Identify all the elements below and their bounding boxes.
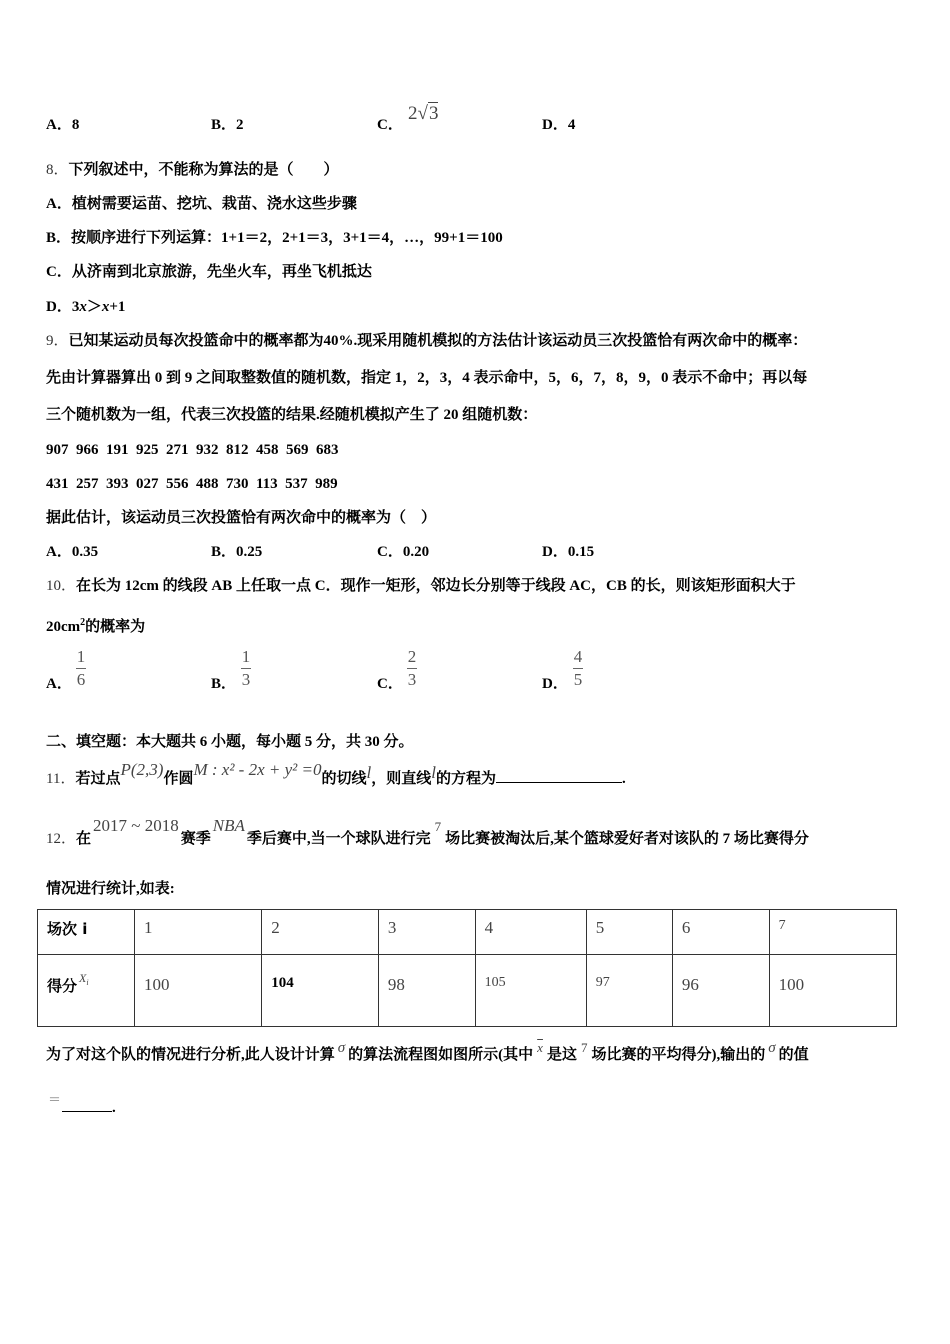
option-label: C．	[46, 264, 72, 280]
table-cell: 4	[475, 910, 586, 955]
section-heading: 二、填空题：本大题共 6 小题，每小题 5 分，共 30 分。	[46, 734, 414, 750]
question-text: 是这	[546, 1047, 577, 1063]
table-cell: 1	[135, 910, 262, 955]
option-value: 0.15	[567, 544, 595, 560]
question-text: 的概率为	[85, 619, 146, 635]
sqrt-coef: 2	[408, 103, 418, 124]
fraction-bar	[573, 668, 583, 669]
question-text: 在	[76, 831, 92, 847]
math-var: x	[79, 299, 87, 315]
q10-line2	[46, 613, 145, 637]
option-label: B．	[46, 230, 72, 246]
fraction-bar	[241, 668, 251, 669]
math-xbar: $\overline{x}$	[537, 1040, 543, 1055]
option-text: ＞	[86, 299, 102, 315]
option-value: 0.20	[402, 544, 430, 560]
denominator: 6	[76, 670, 86, 689]
math-point: P(2,3)	[120, 760, 164, 779]
question-text: 下列叙述中，不能称为算法的是（ ）	[68, 162, 339, 178]
q9-option-a	[46, 542, 98, 562]
q12-answer-line	[62, 1098, 116, 1118]
q8-option-a	[46, 194, 357, 214]
math-var: X	[79, 971, 87, 985]
option-label: D．	[542, 117, 568, 133]
q10-option-d-fraction	[573, 648, 583, 689]
question-text: 为了对这个队的情况进行分析,此人设计计算	[46, 1047, 335, 1063]
question-text: 场比赛的平均得分),输出的	[591, 1047, 766, 1063]
question-text: 20cm	[46, 619, 81, 635]
subscript: i	[86, 978, 89, 988]
q9-line3: 三个随机数为一组，代表三次投篮的结果.经随机模拟产生了 20 组随机数：	[46, 407, 538, 423]
table-header-cell	[38, 955, 135, 1027]
table-cell: 98	[378, 955, 475, 1027]
q7-option-a	[46, 115, 79, 135]
q7-option-b	[211, 115, 244, 135]
score-table	[37, 909, 897, 1027]
denominator: 3	[241, 670, 251, 689]
table-cell: 105	[475, 955, 586, 1027]
math-league: NBA	[212, 816, 245, 835]
math-circle-equation: M : x² - 2x + y² =0	[193, 760, 322, 779]
question-number: 12．	[46, 831, 77, 847]
row-header: 得分	[47, 977, 78, 995]
q7-option-d	[542, 115, 575, 135]
table-cell: 100	[769, 955, 896, 1027]
math-sigma: σ	[337, 1040, 346, 1056]
q9-random-numbers-row2: 431 257 393 027 556 488 730 113 537 989	[46, 476, 338, 492]
option-text: +1	[109, 299, 126, 315]
numerator: 4	[573, 647, 583, 666]
punctuation: .	[621, 771, 626, 787]
denominator: 3	[407, 670, 417, 689]
math-number: 7	[434, 819, 442, 834]
table-row-scores	[38, 955, 897, 1027]
option-value: 8	[71, 117, 80, 133]
q10-option-a-fraction	[76, 648, 86, 689]
option-value: 0.35	[71, 544, 99, 560]
sqrt-icon: √	[417, 103, 428, 124]
numerator: 1	[241, 647, 251, 666]
answer-blank[interactable]	[496, 782, 622, 783]
question-text: 若过点	[75, 771, 121, 787]
option-label: A．	[46, 196, 72, 212]
q9-option-c	[377, 542, 429, 562]
equals-sign: ＝	[48, 1092, 62, 1107]
q10-option-b-label: B．	[211, 676, 237, 692]
q12-after-table	[46, 1040, 809, 1065]
row-header: 场次 i	[47, 920, 88, 938]
q9-question: 据此估计，该运动员三次投篮恰有两次命中的概率为（ ）	[46, 510, 437, 526]
option-text: 植树需要运苗、挖坑、栽苗、浇水这些步骤	[71, 196, 357, 212]
option-label: B．	[211, 117, 237, 133]
q12-line1	[46, 816, 809, 849]
question-text: 的切线	[321, 771, 367, 787]
math-var: l	[431, 763, 436, 782]
q8-option-b	[46, 228, 503, 248]
table-row-games	[38, 910, 897, 955]
q10-option-b-fraction	[241, 648, 251, 689]
option-value: 0.25	[236, 544, 263, 560]
punctuation: .	[112, 1100, 116, 1116]
math-number: 7	[580, 1040, 588, 1055]
question-text: ，则直线	[371, 771, 432, 787]
q10-line1	[46, 576, 796, 596]
option-label: D．	[46, 299, 72, 315]
question-text: 在长为 12cm 的线段 AB 上任取一点 C．现作一矩形，邻边长分别等于线段 AC，CB 的长，则该矩形面积大于	[76, 578, 796, 594]
question-text: 已知某运动员每次投篮命中的概率都为40%.现采用随机模拟的方法估计该运动员三次投篮恰有两次命中的概率：	[68, 333, 808, 349]
question-text: 季后赛中,当一个球队进行完	[246, 831, 431, 847]
q9-line1	[46, 331, 807, 351]
fraction-bar	[407, 668, 417, 669]
q10-option-a-label: A．	[46, 676, 72, 692]
q10-option-c-label: C．	[377, 676, 403, 692]
q7-option-c-math	[408, 103, 438, 125]
q12-line2: 情况进行统计,如表:	[46, 881, 175, 897]
q8-option-c	[46, 262, 372, 282]
option-text: 3	[71, 299, 80, 315]
option-text: 从济南到北京旅游，先坐火车，再坐飞机抵达	[71, 264, 372, 280]
q7-option-c	[377, 115, 403, 135]
q10-option-c-fraction	[407, 648, 417, 689]
denominator: 5	[573, 670, 583, 689]
q8-stem	[46, 160, 339, 180]
table-cell: 3	[378, 910, 475, 955]
table-cell: 6	[672, 910, 769, 955]
table-cell: 97	[586, 955, 672, 1027]
question-text: 赛季	[180, 831, 211, 847]
numerator: 2	[407, 647, 417, 666]
option-label: B．	[211, 544, 237, 560]
question-text: 的算法流程图如图所示(其中	[348, 1047, 534, 1063]
question-number: 9．	[46, 333, 69, 349]
question-number: 10．	[46, 578, 77, 594]
option-value: 2	[236, 117, 244, 133]
option-value: 4	[567, 117, 576, 133]
table-cell: 104	[262, 955, 379, 1027]
q9-line2: 先由计算器算出 0 到 9 之间取整数值的随机数，指定 1，2，3，4 表示命中，5，6，7，8，9，0 表示不命中；再以每	[46, 370, 808, 386]
question-text: 作圆	[163, 771, 194, 787]
option-label: A．	[46, 544, 72, 560]
superscript: 2	[80, 617, 86, 628]
q10-option-d-label: D．	[542, 676, 568, 692]
question-number: 8．	[46, 162, 69, 178]
question-text: 场比赛被淘汰后,某个篮球爱好者对该队的 7 场比赛得分	[445, 831, 809, 847]
table-cell: 96	[672, 955, 769, 1027]
table-cell: 2	[262, 910, 379, 955]
math-season: 2017 ~ 2018	[93, 816, 179, 835]
fraction-bar	[76, 668, 86, 669]
option-label: C．	[377, 544, 403, 560]
table-cell: 5	[586, 910, 672, 955]
option-label: C．	[377, 117, 403, 133]
option-text: 按顺序进行下列运算：1+1＝2，2+1＝3，3+1＝4，…，99+1＝100	[71, 230, 503, 246]
q8-option-d	[46, 297, 125, 317]
q9-option-b	[211, 542, 262, 562]
q9-random-numbers-row1: 907 966 191 925 271 932 812 458 569 683	[46, 442, 339, 458]
table-cell: 7	[769, 910, 896, 955]
q9-option-d	[542, 542, 594, 562]
answer-blank[interactable]	[62, 1111, 112, 1112]
math-var: l	[366, 763, 372, 782]
option-label: D．	[542, 544, 568, 560]
math-sigma: σ	[768, 1040, 776, 1056]
question-text: 的方程为	[435, 771, 496, 787]
question-number: 11．	[46, 771, 76, 787]
table-cell: 100	[135, 955, 262, 1027]
option-label: A．	[46, 117, 72, 133]
q11-line	[46, 760, 626, 789]
numerator: 1	[76, 647, 86, 666]
table-header-cell	[38, 910, 135, 955]
math-var: x	[101, 299, 110, 315]
sqrt-radicand: 3	[428, 103, 439, 124]
question-text: 的值	[778, 1047, 809, 1063]
